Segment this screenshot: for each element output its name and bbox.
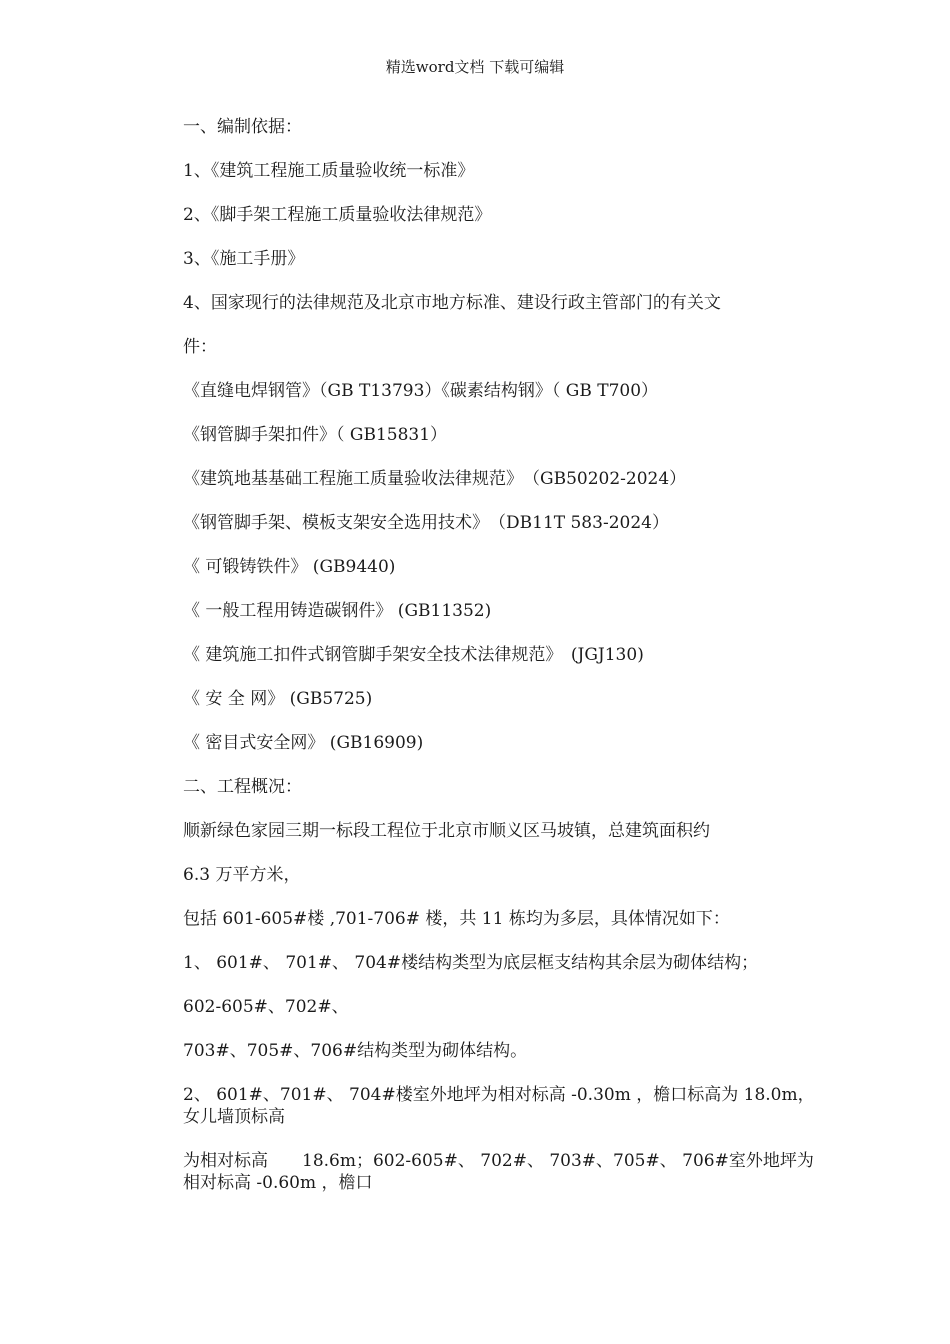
overview-item-1-continued-b: 703#、705#、706#结构类型为砌体结构。 bbox=[183, 1041, 528, 1061]
overview-line-1: 顺新绿色家园三期一标段工程位于北京市顺义区马坡镇，总建筑面积约 bbox=[183, 821, 710, 841]
standard-line-7: 《 建筑施工扣件式钢管脚手架安全技术法律规范》 (JGJ130) bbox=[183, 645, 644, 665]
overview-item-2-continued-text: 为相对标高 18.6m；602-605#、 702#、 703#、705#、 706#室外地坪为相对标高 -0.60m ，檐口 bbox=[183, 1151, 814, 1193]
overview-item-2-text: 2、 601#、701#、 704#楼室外地坪为相对标高 -0.30m ，檐口标高为 18.0m，女儿墙顶标高 bbox=[183, 1085, 815, 1127]
overview-line-2: 6.3 万平方米， bbox=[183, 865, 301, 885]
standard-line-5: 《 可锻铸铁件》 (GB9440) bbox=[183, 557, 396, 577]
basis-item-3: 3、《施工手册》 bbox=[183, 249, 305, 269]
overview-item-1-continued-a: 602-605#、702#、 bbox=[183, 997, 349, 1017]
standard-line-4: 《钢管脚手架、模板支架安全选用技术》 （DB11T 583-2024） bbox=[183, 513, 669, 533]
standard-line-6: 《 一般工程用铸造碳钢件》 (GB11352) bbox=[183, 601, 492, 621]
section-heading-basis: 一、编制依据： bbox=[183, 117, 302, 137]
basis-item-2: 2、《脚手架工程施工质量验收法律规范》 bbox=[183, 205, 492, 225]
basis-item-1: 1、《建筑工程施工质量验收统一标准》 bbox=[183, 161, 475, 181]
overview-item-1: 1、 601#、 701#、 704#楼结构类型为底层框支结构其余层为砌体结构； bbox=[183, 953, 759, 973]
standard-line-1: 《直缝电焊钢管》（GB T13793）《碳素结构钢》（ GB T700） bbox=[183, 381, 659, 401]
standard-line-8: 《 安 全 网》 (GB5725) bbox=[183, 689, 373, 709]
basis-item-4: 4、国家现行的法律规范及北京市地方标准、建设行政主管部门的有关文 bbox=[183, 293, 721, 313]
overview-line-3: 包括 601-605#楼 ,701-706# 楼，共 11 栋均为多层，具体情况如下： bbox=[183, 909, 730, 929]
standard-line-9: 《 密目式安全网》 (GB16909) bbox=[183, 733, 424, 753]
basis-item-4-continued: 件： bbox=[183, 337, 217, 357]
section-heading-overview: 二、工程概况： bbox=[183, 777, 302, 797]
standard-line-3: 《建筑地基基础工程施工质量验收法律规范》 （GB50202-2024） bbox=[183, 469, 687, 489]
page-header: 精选word文档 下载可编辑 bbox=[385, 58, 565, 76]
overview-item-2 bbox=[145, 1084, 815, 1128]
overview-item-2-continued bbox=[145, 1150, 815, 1194]
standard-line-2: 《钢管脚手架扣件》（ GB15831） bbox=[183, 425, 448, 445]
